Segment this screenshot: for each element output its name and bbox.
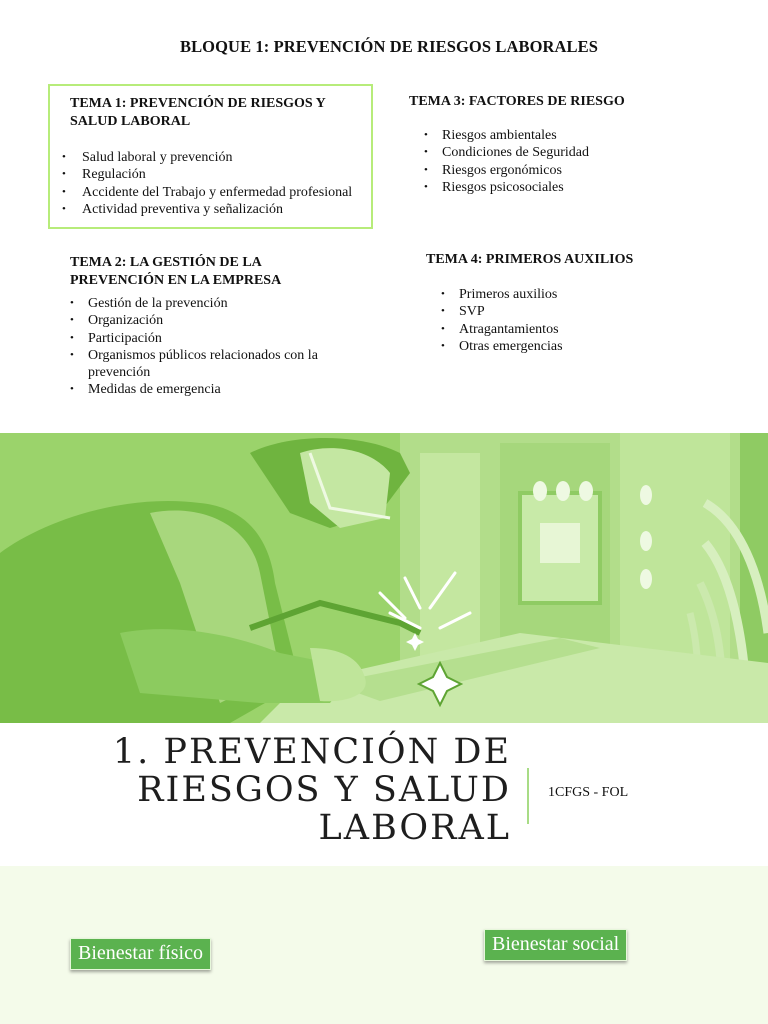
- list-item: • Organismos públicos relacionados con la prevención: [70, 347, 340, 382]
- title-divider: [527, 768, 529, 824]
- list-item: • Gestión de la prevención: [70, 295, 340, 312]
- bienestar-social-button[interactable]: Bienestar social: [484, 929, 627, 961]
- list-item: • Organización: [70, 312, 340, 329]
- bienestar-fisico-button[interactable]: Bienestar físico: [70, 938, 211, 970]
- list-item: • Actividad preventiva y señalización: [62, 201, 382, 218]
- list-item: • Regulación: [62, 166, 382, 183]
- list-item: • Accidente del Trabajo y enfermedad profesional: [62, 184, 382, 201]
- list-item: • Participación: [70, 330, 340, 347]
- tema-2-list: [70, 295, 340, 399]
- list-item: • Riesgos psicosociales: [424, 179, 589, 196]
- list-item: • Salud laboral y prevención: [62, 149, 382, 166]
- list-item: • SVP: [441, 303, 563, 320]
- list-item: • Riesgos ambientales: [424, 127, 589, 144]
- tema-4-list: [441, 286, 563, 355]
- hero-image-welder: [0, 433, 768, 723]
- course-code: 1CFGS - FOL: [548, 785, 629, 800]
- tema-1-title: TEMA 1: PREVENCIÓN DE RIESGOS Y SALUD LABORAL: [70, 96, 326, 129]
- main-title-line-1: 1. PREVENCIÓN DE: [112, 732, 511, 772]
- block-title: BLOQUE 1: PREVENCIÓN DE RIESGOS LABORALES: [179, 37, 599, 56]
- main-title: [113, 733, 511, 847]
- tema-4-title: TEMA 4: PRIMEROS AUXILIOS: [426, 252, 634, 267]
- list-item: • Primeros auxilios: [441, 286, 563, 303]
- main-title-line-3: LABORAL: [318, 808, 511, 848]
- main-title-line-2: RIESGOS Y SALUD: [137, 770, 511, 810]
- list-item: • Riesgos ergonómicos: [424, 162, 589, 179]
- list-item: • Medidas de emergencia: [70, 381, 340, 398]
- list-item: • Condiciones de Seguridad: [424, 144, 589, 161]
- welder-illustration: [0, 433, 768, 723]
- tema-2-title: TEMA 2: LA GESTIÓN DE LA PREVENCIÓN EN LA EMPRESA: [70, 255, 282, 288]
- tema-1-list: [62, 149, 382, 218]
- tema-3-list: [424, 127, 589, 196]
- list-item: • Otras emergencias: [441, 338, 563, 355]
- tema-3-title: TEMA 3: FACTORES DE RIESGO: [409, 94, 625, 109]
- list-item: • Atragantamientos: [441, 321, 563, 338]
